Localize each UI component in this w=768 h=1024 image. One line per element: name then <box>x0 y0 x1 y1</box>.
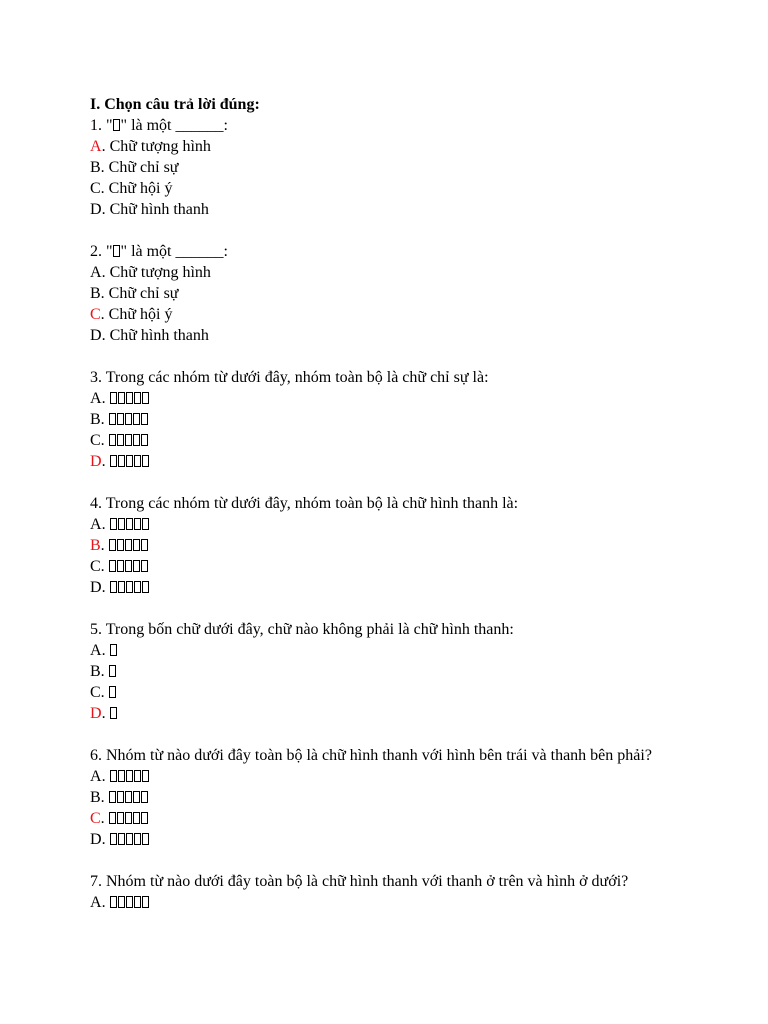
question-spacer <box>90 220 730 241</box>
option-letter: B <box>90 537 101 554</box>
missing-glyph-box <box>110 833 117 845</box>
missing-glyph-boxes <box>109 661 117 682</box>
missing-glyph-box <box>141 413 148 425</box>
missing-glyph-box <box>134 455 141 467</box>
option-letter: D <box>90 453 102 470</box>
option-text: . <box>100 663 109 680</box>
option-letter: B <box>90 159 101 176</box>
answer-option <box>90 178 730 199</box>
option-letter: B <box>90 411 101 428</box>
option-text: . <box>101 705 110 722</box>
missing-glyph-box <box>126 581 133 593</box>
missing-glyph-box <box>109 665 116 677</box>
missing-glyph-boxes <box>109 787 149 808</box>
option-text: . <box>100 411 109 428</box>
missing-glyph-box <box>109 560 116 572</box>
missing-glyph-box <box>109 791 116 803</box>
option-letter: A <box>90 138 102 155</box>
option-letter: D <box>90 705 102 722</box>
missing-glyph-box <box>110 770 117 782</box>
missing-glyph-box <box>118 896 125 908</box>
option-letter: A <box>90 768 102 785</box>
option-letter: C <box>90 180 101 197</box>
missing-glyph-box <box>110 581 117 593</box>
missing-glyph-box <box>109 413 116 425</box>
missing-glyph-box <box>142 770 149 782</box>
option-text: . <box>100 789 109 806</box>
answer-option <box>90 535 730 556</box>
answer-option <box>90 514 730 535</box>
missing-glyph-box <box>109 539 116 551</box>
option-letter: C <box>90 684 101 701</box>
question-prompt: 3. Trong các nhóm từ dưới đây, nhóm toàn bộ là chữ chỉ sự là: <box>90 369 489 386</box>
answer-option <box>90 136 730 157</box>
missing-glyph-box <box>125 812 132 824</box>
missing-glyph-boxes <box>110 766 150 787</box>
missing-glyph-boxes <box>109 808 149 829</box>
missing-glyph-box <box>118 581 125 593</box>
missing-glyph-box <box>133 812 140 824</box>
missing-glyph-box <box>125 434 132 446</box>
question-prompt: 6. Nhóm từ nào dưới đây toàn bộ là chữ hình thanh với hình bên trái và thanh bên phải? <box>90 747 652 764</box>
option-text: . <box>101 390 110 407</box>
missing-glyph-box <box>134 581 141 593</box>
option-text: . <box>101 453 110 470</box>
question-block <box>90 241 730 367</box>
answer-option <box>90 892 730 913</box>
missing-glyph-box <box>110 455 117 467</box>
question-prompt: 4. Trong các nhóm từ dưới đây, nhóm toàn bộ là chữ hình thanh là: <box>90 495 519 512</box>
option-text: . Chữ hình thanh <box>101 327 209 344</box>
option-letter: D <box>90 327 102 344</box>
option-text: . <box>101 579 110 596</box>
missing-glyph-box <box>126 833 133 845</box>
missing-glyph-box <box>126 455 133 467</box>
missing-glyph-box <box>117 812 124 824</box>
missing-glyph-box <box>133 413 140 425</box>
missing-glyph-box <box>113 119 120 131</box>
option-letter: C <box>90 558 101 575</box>
option-letter: C <box>90 432 101 449</box>
question-spacer <box>90 472 730 493</box>
question-block <box>90 493 730 619</box>
missing-glyph-boxes <box>110 703 118 724</box>
missing-glyph-box <box>125 539 132 551</box>
missing-glyph-box <box>142 518 149 530</box>
option-text: . <box>101 768 110 785</box>
missing-glyph-box <box>133 434 140 446</box>
missing-glyph-boxes <box>109 430 149 451</box>
missing-glyph-box <box>126 896 133 908</box>
section-heading: I. Chọn câu trả lời đúng: <box>90 96 260 113</box>
missing-glyph-box <box>109 686 116 698</box>
missing-glyph-box <box>117 434 124 446</box>
option-letter: A <box>90 516 102 533</box>
answer-option <box>90 388 730 409</box>
option-text: . Chữ hội ý <box>100 180 173 197</box>
option-text: . <box>100 684 109 701</box>
option-text: . Chữ tượng hình <box>101 264 211 281</box>
question-spacer <box>90 598 730 619</box>
missing-glyph-boxes <box>110 514 150 535</box>
missing-glyph-box <box>141 539 148 551</box>
option-text: . <box>100 537 109 554</box>
question-block <box>90 619 730 745</box>
question-block <box>90 871 730 913</box>
missing-glyph-boxes <box>109 682 117 703</box>
missing-glyph-box <box>126 392 133 404</box>
missing-glyph-box <box>142 833 149 845</box>
missing-glyph-box <box>141 791 148 803</box>
answer-option <box>90 430 730 451</box>
option-letter: D <box>90 579 102 596</box>
missing-glyph-box <box>118 518 125 530</box>
missing-glyph-box <box>134 896 141 908</box>
missing-glyph-box <box>134 518 141 530</box>
answer-option <box>90 703 730 724</box>
answer-option <box>90 556 730 577</box>
answer-option <box>90 409 730 430</box>
answer-option <box>90 787 730 808</box>
option-letter: A <box>90 642 102 659</box>
answer-option <box>90 304 730 325</box>
missing-glyph-box <box>134 833 141 845</box>
option-letter: A <box>90 390 102 407</box>
question-list <box>90 115 730 913</box>
option-text: . <box>100 558 109 575</box>
option-letter: C <box>90 810 101 827</box>
option-letter: B <box>90 285 101 302</box>
missing-glyph-box <box>117 539 124 551</box>
question-spacer <box>90 346 730 367</box>
option-text: . <box>101 831 110 848</box>
answer-option <box>90 808 730 829</box>
missing-glyph-box <box>110 896 117 908</box>
missing-glyph-box <box>125 413 132 425</box>
missing-glyph-box <box>142 896 149 908</box>
missing-glyph-box <box>141 434 148 446</box>
question-prompt: 1. " " là một ______: <box>90 117 228 134</box>
option-letter: A <box>90 264 102 281</box>
missing-glyph-box <box>126 518 133 530</box>
option-letter: B <box>90 789 101 806</box>
option-text: . <box>100 432 109 449</box>
answer-option <box>90 661 730 682</box>
missing-glyph-box <box>141 812 148 824</box>
option-text: . Chữ tượng hình <box>101 138 211 155</box>
missing-glyph-boxes <box>113 241 121 262</box>
missing-glyph-box <box>117 791 124 803</box>
option-letter: D <box>90 201 102 218</box>
option-text: . Chữ chỉ sự <box>100 285 179 302</box>
option-text: . Chữ hội ý <box>100 306 173 323</box>
answer-option <box>90 640 730 661</box>
missing-glyph-box <box>134 392 141 404</box>
missing-glyph-box <box>141 560 148 572</box>
option-text: . Chữ chỉ sự <box>100 159 179 176</box>
missing-glyph-box <box>110 644 117 656</box>
missing-glyph-box <box>126 770 133 782</box>
missing-glyph-box <box>109 434 116 446</box>
missing-glyph-box <box>125 560 132 572</box>
missing-glyph-boxes <box>110 577 150 598</box>
missing-glyph-box <box>110 392 117 404</box>
missing-glyph-box <box>133 539 140 551</box>
missing-glyph-box <box>133 560 140 572</box>
option-letter: C <box>90 306 101 323</box>
option-text: . <box>100 810 109 827</box>
missing-glyph-boxes <box>110 388 150 409</box>
option-text: . <box>101 894 110 911</box>
missing-glyph-boxes <box>110 451 150 472</box>
answer-option <box>90 451 730 472</box>
missing-glyph-box <box>118 392 125 404</box>
question-block <box>90 367 730 493</box>
answer-option <box>90 157 730 178</box>
missing-glyph-boxes <box>109 409 149 430</box>
missing-glyph-box <box>113 245 120 257</box>
option-text: . <box>101 516 110 533</box>
missing-glyph-box <box>134 770 141 782</box>
missing-glyph-box <box>109 812 116 824</box>
missing-glyph-box <box>117 560 124 572</box>
answer-option <box>90 766 730 787</box>
missing-glyph-box <box>133 791 140 803</box>
question-prompt: 2. " " là một ______: <box>90 243 228 260</box>
missing-glyph-box <box>142 581 149 593</box>
missing-glyph-boxes <box>109 535 149 556</box>
missing-glyph-box <box>118 833 125 845</box>
answer-option <box>90 577 730 598</box>
question-spacer <box>90 850 730 871</box>
question-block <box>90 115 730 241</box>
question-block <box>90 745 730 871</box>
missing-glyph-box <box>125 791 132 803</box>
quiz-document <box>90 94 730 913</box>
answer-option <box>90 262 730 283</box>
answer-option <box>90 283 730 304</box>
missing-glyph-boxes <box>113 115 121 136</box>
missing-glyph-boxes <box>109 556 149 577</box>
answer-option <box>90 325 730 346</box>
answer-option <box>90 199 730 220</box>
missing-glyph-box <box>142 455 149 467</box>
question-spacer <box>90 724 730 745</box>
option-text: . <box>101 642 110 659</box>
answer-option <box>90 829 730 850</box>
missing-glyph-boxes <box>110 829 150 850</box>
missing-glyph-boxes <box>110 892 150 913</box>
answer-option <box>90 682 730 703</box>
option-text: . Chữ hình thanh <box>101 201 209 218</box>
option-letter: B <box>90 663 101 680</box>
missing-glyph-box <box>118 455 125 467</box>
missing-glyph-box <box>117 413 124 425</box>
missing-glyph-boxes <box>110 640 118 661</box>
missing-glyph-box <box>110 707 117 719</box>
missing-glyph-box <box>142 392 149 404</box>
missing-glyph-box <box>110 518 117 530</box>
question-prompt: 5. Trong bốn chữ dưới đây, chữ nào không phải là chữ hình thanh: <box>90 621 514 638</box>
option-letter: D <box>90 831 102 848</box>
question-prompt: 7. Nhóm từ nào dưới đây toàn bộ là chữ hình thanh với thanh ở trên và hình ở dưới? <box>90 873 629 890</box>
option-letter: A <box>90 894 102 911</box>
missing-glyph-box <box>118 770 125 782</box>
